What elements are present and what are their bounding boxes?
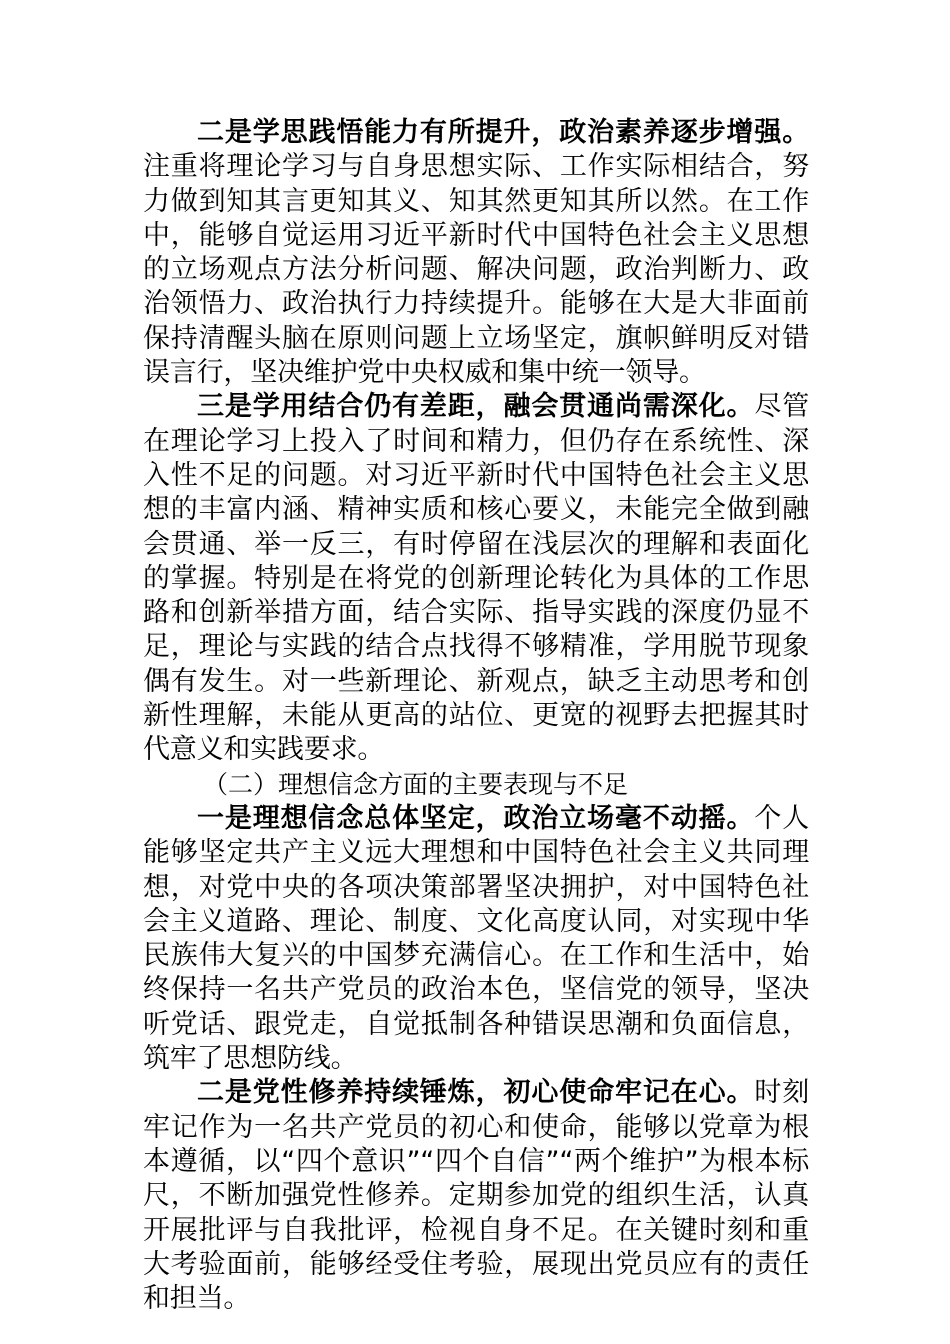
paragraph-body: 时刻牢记作为一名共产党员的初心和使命，能够以党章为根本遵循，以“四个意识”“四个自信”“两个维护”为根本标尺，不断加强党性修养。定期参加党的组织生活，认真开展批评与自我批评，检视自身不足。在关键时刻和重大考验面前，能够经受住考验，展现出党员应有的责任和担当。 bbox=[143, 1077, 809, 1315]
paragraph-ideals-firm bbox=[143, 802, 809, 1076]
document-page bbox=[143, 116, 809, 1316]
paragraph-lead: 二是党性修养持续锤炼，初心使命牢记在心。 bbox=[197, 1077, 755, 1109]
paragraph-study-gap bbox=[143, 390, 809, 767]
paragraph-body: 个人能够坚定共产主义远大理想和中国特色社会主义共同理想，对党中央的各项决策部署坚决拥护，对中国特色社会主义道路、理论、制度、文化高度认同，对实现中华民族伟大复兴的中国梦充满信心。在工作和生活中，始终保持一名共产党员的政治本色，坚信党的领导，坚决听党话、跟党走，自觉抵制各种错误思潮和负面信息，筑牢了思想防线。 bbox=[143, 802, 809, 1075]
paragraph-party-spirit bbox=[143, 1076, 809, 1316]
section-subheading: （二）理想信念方面的主要表现与不足 bbox=[203, 769, 629, 799]
paragraph-study-ability bbox=[143, 116, 809, 390]
paragraph-body: 尽管在理论学习上投入了时间和精力，但仍存在系统性、深入性不足的问题。对习近平新时代中国特色社会主义思想的丰富内涵、精神实质和核心要义，未能完全做到融会贯通、举一反三，有时停留在浅层次的理解和表面化的掌握。特别是在将党的创新理论转化为具体的工作思路和创新举措方面，结合实际、指导实践的深度仍显不足，理论与实践的结合点找得不够精准，学用脱节现象偶有发生。对一些新理论、新观点，缺乏主动思考和创新性理解，未能从更高的站位、更宽的视野去把握其时代意义和实践要求。 bbox=[143, 391, 809, 766]
paragraph-lead: 一是理想信念总体坚定，政治立场毫不动摇。 bbox=[197, 802, 755, 834]
paragraph-body: 注重将理论学习与自身思想实际、工作实际相结合，努力做到知其言更知其义、知其然更知其所以然。在工作中，能够自觉运用习近平新时代中国特色社会主义思想的立场观点方法分析问题、解决问题，政治判断力、政治领悟力、政治执行力持续提升。能够在大是大非面前保持清醒头脑在原则问题上立场坚定，旗帜鲜明反对错误言行，坚决维护党中央权威和集中统一领导。 bbox=[143, 151, 809, 389]
paragraph-lead: 三是学用结合仍有差距，融会贯通尚需深化。 bbox=[197, 391, 755, 423]
paragraph-lead: 二是学思践悟能力有所提升，政治素养逐步增强。 bbox=[197, 117, 809, 148]
